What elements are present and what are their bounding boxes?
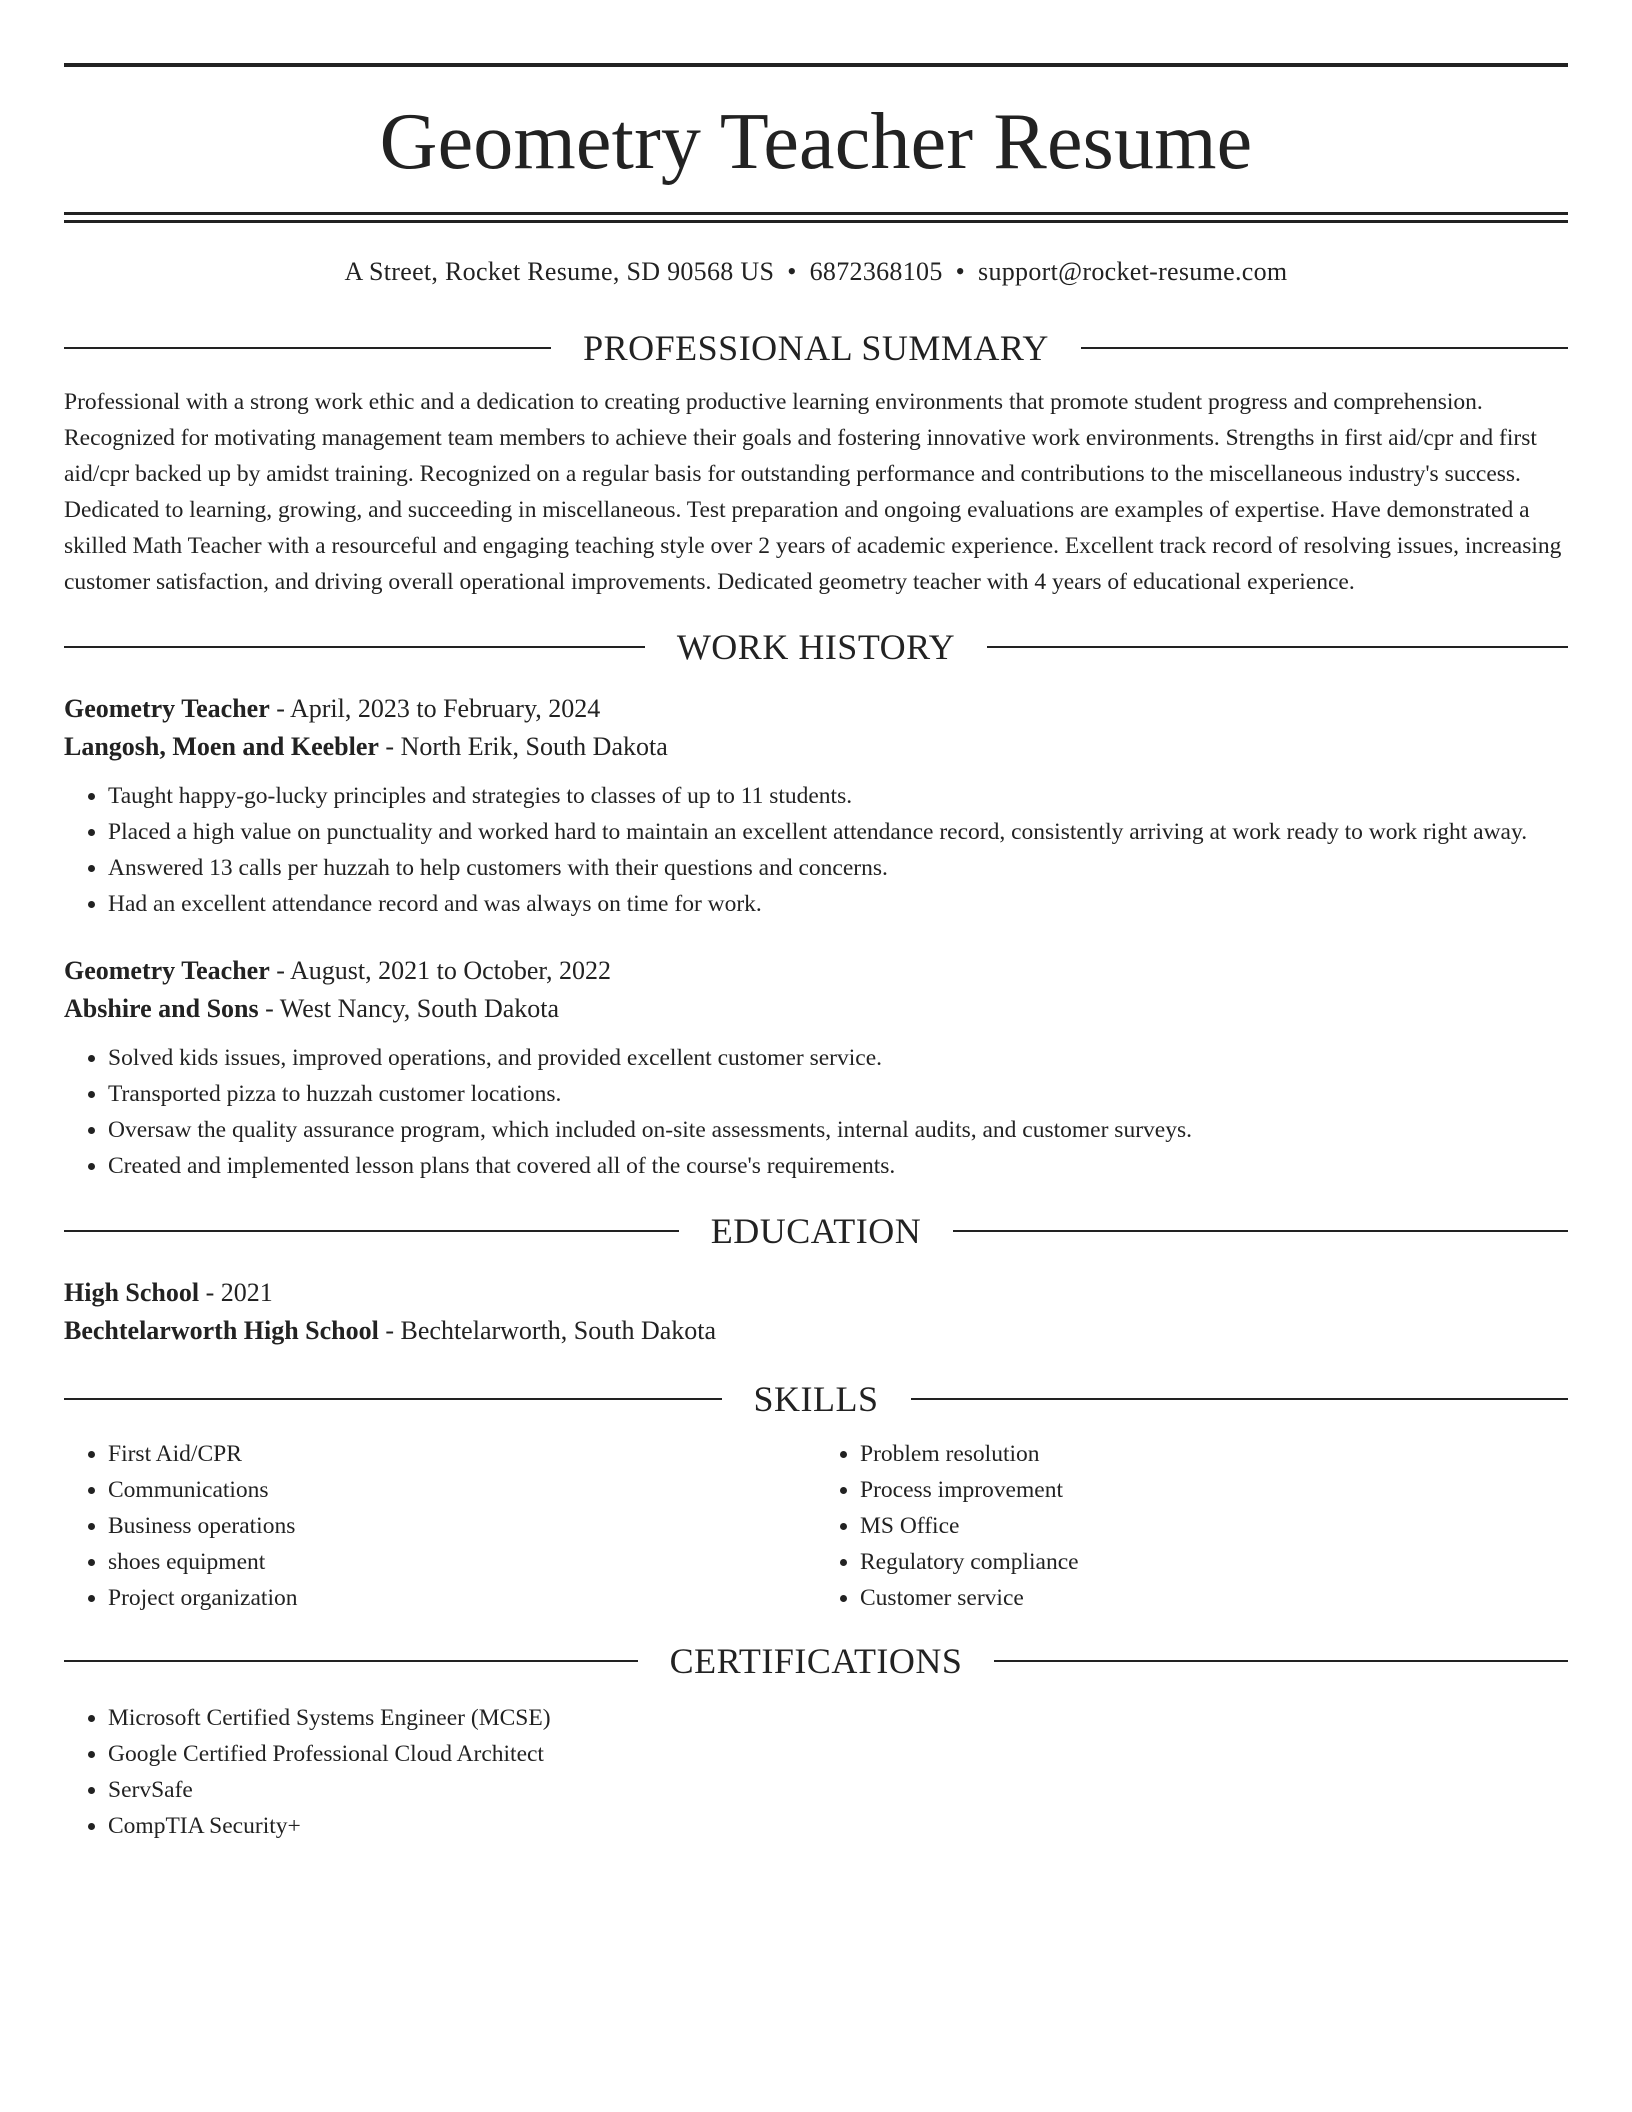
education-degree: High School bbox=[64, 1278, 200, 1307]
certifications-block bbox=[64, 1700, 1568, 1844]
section-rule bbox=[64, 347, 551, 349]
section-header-skills bbox=[64, 1378, 1568, 1420]
skills-list-left bbox=[64, 1436, 816, 1616]
education-school: Bechtelarworth High School bbox=[64, 1316, 379, 1345]
list-item: • ServSafe bbox=[108, 1772, 1568, 1808]
job-title: Geometry Teacher bbox=[64, 956, 270, 985]
contact-address: A Street, Rocket Resume, SD 90568 US bbox=[344, 257, 775, 286]
resume-title: Geometry Teacher Resume bbox=[379, 98, 1253, 186]
list-item: • Placed a high value on punctuality and worked hard to maintain an excellent attendance record, consistently arriving at work ready to work right away. bbox=[108, 814, 1568, 850]
list-item: • Oversaw the quality assurance program, which included on-site assessments, internal audits, and customer surveys. bbox=[108, 1112, 1568, 1148]
list-item: • CompTIA Security+ bbox=[108, 1808, 1568, 1844]
job-entry bbox=[64, 952, 1568, 1184]
skills-columns bbox=[64, 1436, 1568, 1616]
list-item: • First Aid/CPR bbox=[108, 1436, 816, 1472]
section-header-summary bbox=[64, 327, 1568, 369]
section-rule bbox=[64, 646, 645, 648]
section-title: SKILLS bbox=[753, 1379, 879, 1419]
job-company-line bbox=[64, 728, 1568, 766]
section-rule bbox=[994, 1660, 1568, 1662]
contact-phone: 6872368105 bbox=[809, 257, 943, 286]
job-company: Abshire and Sons bbox=[64, 994, 259, 1023]
list-item: • Microsoft Certified Systems Engineer (MCSE) bbox=[108, 1700, 1568, 1736]
job-dates: - August, 2021 to October, 2022 bbox=[269, 956, 612, 985]
section-title: PROFESSIONAL SUMMARY bbox=[583, 328, 1049, 368]
section-header-work bbox=[64, 626, 1568, 668]
section-rule bbox=[953, 1230, 1568, 1232]
contact-email: support@rocket-resume.com bbox=[978, 257, 1288, 286]
job-location: - West Nancy, South Dakota bbox=[258, 994, 560, 1023]
contact-line bbox=[64, 257, 1568, 287]
education-degree-line bbox=[64, 1274, 1568, 1312]
job-company-line bbox=[64, 990, 1568, 1028]
job-title: Geometry Teacher bbox=[64, 694, 270, 723]
education-location: - Bechtelarworth, South Dakota bbox=[378, 1316, 717, 1345]
job-bullets bbox=[64, 1040, 1568, 1184]
job-location: - North Erik, South Dakota bbox=[378, 732, 668, 761]
title-double-rule bbox=[64, 212, 1568, 223]
section-rule bbox=[911, 1398, 1569, 1400]
list-item: • Process improvement bbox=[860, 1472, 1568, 1508]
section-header-education bbox=[64, 1210, 1568, 1252]
section-rule bbox=[987, 646, 1568, 648]
list-item: • Solved kids issues, improved operations, and provided excellent customer service. bbox=[108, 1040, 1568, 1076]
job-bullets bbox=[64, 778, 1568, 922]
list-item: • MS Office bbox=[860, 1508, 1568, 1544]
list-item: • Regulatory compliance bbox=[860, 1544, 1568, 1580]
section-title: WORK HISTORY bbox=[676, 627, 956, 667]
section-title: CERTIFICATIONS bbox=[669, 1641, 963, 1681]
section-title: EDUCATION bbox=[710, 1211, 922, 1251]
list-item: • Created and implemented lesson plans that covered all of the course's requirements. bbox=[108, 1148, 1568, 1184]
section-rule bbox=[1081, 347, 1568, 349]
job-title-line bbox=[64, 690, 1568, 728]
list-item: • Communications bbox=[108, 1472, 816, 1508]
job-company: Langosh, Moen and Keebler bbox=[64, 732, 379, 761]
section-rule bbox=[64, 1660, 638, 1662]
education-year: - 2021 bbox=[199, 1278, 273, 1307]
section-rule bbox=[64, 1230, 679, 1232]
list-item: • Taught happy-go-lucky principles and strategies to classes of up to 11 students. bbox=[108, 778, 1568, 814]
summary-paragraph: Professional with a strong work ethic and a dedication to creating productive learning environments that promote student progress and comprehension. Recognized for motivating management team members to achieve their goals and fostering innovative work environments. Strengths in first aid/cpr and first aid/cpr backed up by amidst training. Recognized on a regular basis for outstanding performance and contributions to the miscellaneous industry's success. Dedicated to learning, growing, and succeeding in miscellaneous. Test preparation and ongoing evaluations are examples of expertise. Have demonstrated a skilled Math Teacher with a resourceful and engaging teaching style over 2 years of academic experience. Excellent track record of resolving issues, increasing customer satisfaction, and driving overall operational improvements. Dedicated geometry teacher with 4 years of educational experience. bbox=[64, 389, 1562, 595]
list-item: • Problem resolution bbox=[860, 1436, 1568, 1472]
job-dates: - April, 2023 to February, 2024 bbox=[269, 694, 601, 723]
contact-separator: • bbox=[787, 257, 797, 286]
list-item: • Answered 13 calls per huzzah to help customers with their questions and concerns. bbox=[108, 850, 1568, 886]
list-item: • Business operations bbox=[108, 1508, 816, 1544]
list-item: • Transported pizza to huzzah customer locations. bbox=[108, 1076, 1568, 1112]
skills-list-right bbox=[816, 1436, 1568, 1616]
education-school-line bbox=[64, 1312, 1568, 1350]
certifications-list bbox=[64, 1700, 1568, 1844]
contact-separator: • bbox=[955, 257, 966, 286]
section-rule bbox=[64, 1398, 722, 1400]
job-title-line bbox=[64, 952, 1568, 990]
list-item: • Google Certified Professional Cloud Architect bbox=[108, 1736, 1568, 1772]
education-entry bbox=[64, 1274, 1568, 1350]
list-item: • Customer service bbox=[860, 1580, 1568, 1616]
list-item: • Had an excellent attendance record and was always on time for work. bbox=[108, 886, 1568, 922]
list-item: • shoes equipment bbox=[108, 1544, 816, 1580]
job-entry bbox=[64, 690, 1568, 922]
section-header-certifications bbox=[64, 1640, 1568, 1682]
top-rule bbox=[64, 63, 1568, 67]
list-item: • Project organization bbox=[108, 1580, 816, 1616]
